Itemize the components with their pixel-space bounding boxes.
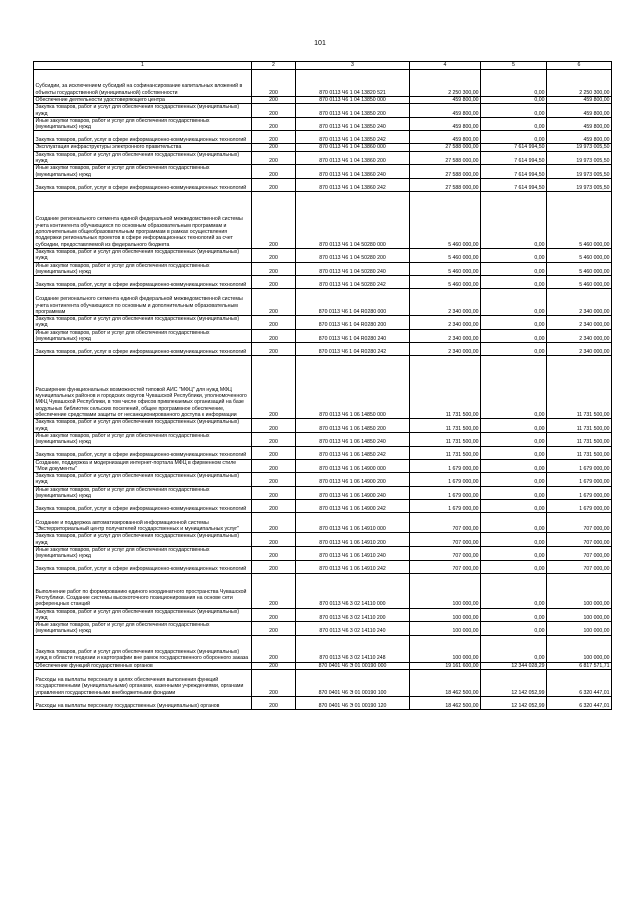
row-classification-cell: 870 0113 Ч6 1 06 14900 200: [296, 473, 410, 487]
row-code-cell: 200: [252, 546, 296, 560]
row-approved-cell: 1 679 000,00: [410, 459, 481, 473]
row-approved-cell: 1 679 000,00: [410, 500, 481, 513]
row-approved-cell: 2 340 000,00: [410, 316, 481, 330]
row-classification-cell: 870 0113 Ч6 1 04 13860 240: [296, 165, 410, 179]
row-approved-cell: 18 462 500,00: [410, 696, 481, 709]
table-row: [34, 131, 612, 144]
row-approved-cell: 707 000,00: [410, 533, 481, 547]
row-executed-cell: 0,00: [481, 97, 547, 104]
row-name-cell: Закупка товаров, работ и услуг для обеспечения государственных (муниципальных) нужд: [34, 316, 252, 330]
header-row: [34, 62, 612, 70]
row-code-cell: 200: [252, 560, 296, 573]
row-approved-cell: 27 588 000,00: [410, 151, 481, 165]
row-approved-cell: 707 000,00: [410, 560, 481, 573]
row-approved-cell: 18 462 500,00: [410, 669, 481, 696]
row-approved-cell: 100 000,00: [410, 635, 481, 662]
row-code-cell: 200: [252, 248, 296, 262]
row-executed-cell: 0,00: [481, 131, 547, 144]
row-name-cell: Закупка товаров, работ, услуг в сфере информационно-коммуникационных технологий: [34, 560, 252, 573]
row-name-cell: Обеспечение функций государственных органов: [34, 662, 252, 669]
row-remainder-cell: 2 340 000,00: [547, 329, 612, 343]
row-executed-cell: 0,00: [481, 70, 547, 97]
row-name-cell: Закупка товаров, работ и услуг для обеспечения государственных (муниципальных) нужд: [34, 419, 252, 433]
row-approved-cell: 2 340 000,00: [410, 329, 481, 343]
row-code-cell: 200: [252, 356, 296, 419]
row-code-cell: 200: [252, 191, 296, 248]
row-remainder-cell: 2 340 000,00: [547, 289, 612, 316]
row-remainder-cell: 1 679 000,00: [547, 459, 612, 473]
row-executed-cell: 0,00: [481, 248, 547, 262]
row-executed-cell: 0,00: [481, 104, 547, 118]
row-code-cell: 200: [252, 459, 296, 473]
row-remainder-cell: 1 679 000,00: [547, 500, 612, 513]
table-row: [34, 356, 612, 419]
row-executed-cell: 12 344 028,29: [481, 662, 547, 669]
row-approved-cell: 11 731 500,00: [410, 432, 481, 446]
row-code-cell: 200: [252, 343, 296, 356]
row-name-cell: Субсидии, за исключением субсидий на софинансирование капитальных вложений в объекты государственной (муниципальной) собственности: [34, 70, 252, 97]
table-row: [34, 486, 612, 500]
column-header: 2: [252, 62, 296, 70]
row-approved-cell: 5 460 000,00: [410, 191, 481, 248]
row-remainder-cell: 5 460 000,00: [547, 248, 612, 262]
table-row: [34, 262, 612, 276]
row-name-cell: Закупка товаров, работ и услуг для обеспечения государственных (муниципальных) нужд: [34, 473, 252, 487]
table-row: [34, 97, 612, 104]
row-code-cell: 200: [252, 419, 296, 433]
row-executed-cell: 0,00: [481, 486, 547, 500]
row-code-cell: 200: [252, 329, 296, 343]
row-code-cell: 200: [252, 500, 296, 513]
row-classification-cell: 870 0401 Ч6 Э 01 00190 120: [296, 696, 410, 709]
row-classification-cell: 870 0113 Ч6 1 06 14850 000: [296, 356, 410, 419]
budget-table: [33, 61, 612, 710]
row-name-cell: Закупка товаров, работ и услуг для обеспечения государственных (муниципальных) нужд: [34, 151, 252, 165]
table-row: [34, 500, 612, 513]
row-code-cell: 200: [252, 608, 296, 622]
table-row: [34, 513, 612, 533]
row-remainder-cell: 707 000,00: [547, 560, 612, 573]
row-code-cell: 200: [252, 131, 296, 144]
row-classification-cell: 870 0401 Ч6 Э 01 00190 000: [296, 662, 410, 669]
row-classification-cell: 870 0113 Ч6 1 04 13860 200: [296, 151, 410, 165]
row-remainder-cell: 1 679 000,00: [547, 473, 612, 487]
row-remainder-cell: 6 320 447,01: [547, 696, 612, 709]
row-code-cell: 200: [252, 622, 296, 636]
row-classification-cell: 870 0113 Ч6 1 04 13850 200: [296, 104, 410, 118]
row-approved-cell: 5 460 000,00: [410, 276, 481, 289]
row-approved-cell: 1 679 000,00: [410, 473, 481, 487]
row-remainder-cell: 11 731 500,00: [547, 446, 612, 459]
table-row: [34, 316, 612, 330]
row-approved-cell: 2 340 000,00: [410, 289, 481, 316]
table-row: [34, 546, 612, 560]
row-executed-cell: 0,00: [481, 560, 547, 573]
row-remainder-cell: 459 800,00: [547, 104, 612, 118]
table-row: [34, 329, 612, 343]
row-code-cell: 200: [252, 70, 296, 97]
row-remainder-cell: 2 340 000,00: [547, 316, 612, 330]
row-executed-cell: 7 614 994,50: [481, 178, 547, 191]
row-approved-cell: 27 588 000,00: [410, 178, 481, 191]
table-row: [34, 459, 612, 473]
row-classification-cell: 870 0113 Ч6 1 04 50280 000: [296, 191, 410, 248]
row-remainder-cell: 459 800,00: [547, 97, 612, 104]
table-row: [34, 669, 612, 696]
row-remainder-cell: 100 000,00: [547, 608, 612, 622]
row-approved-cell: 5 460 000,00: [410, 262, 481, 276]
row-code-cell: 200: [252, 662, 296, 669]
row-executed-cell: 0,00: [481, 343, 547, 356]
row-code-cell: 200: [252, 446, 296, 459]
row-code-cell: 200: [252, 573, 296, 608]
row-executed-cell: 7 614 994,50: [481, 144, 547, 151]
row-name-cell: Иные закупки товаров, работ и услуг для обеспечения государственных (муниципальных) нужд: [34, 546, 252, 560]
row-approved-cell: 27 588 000,00: [410, 144, 481, 151]
row-executed-cell: 0,00: [481, 191, 547, 248]
row-name-cell: Расходы на выплаты персоналу государственных (муниципальных) органов: [34, 696, 252, 709]
row-classification-cell: 870 0113 Ч6 1 06 14900 000: [296, 459, 410, 473]
row-executed-cell: 0,00: [481, 289, 547, 316]
row-executed-cell: 0,00: [481, 117, 547, 131]
row-code-cell: 200: [252, 513, 296, 533]
row-name-cell: Создание и поддержка автоматизированной информационной системы "Экстерриториальный центр получателей государственных и муниципальных услуг": [34, 513, 252, 533]
row-executed-cell: 0,00: [481, 500, 547, 513]
row-name-cell: Расходы на выплаты персоналу в целях обеспечения выполнения функций государственными (муниципальными) органами, казенными учреждениями, органами управления государственными внебюджетными фондами: [34, 669, 252, 696]
row-approved-cell: 459 800,00: [410, 117, 481, 131]
row-classification-cell: 870 0113 Ч6 1 06 14850 200: [296, 419, 410, 433]
row-executed-cell: 0,00: [481, 276, 547, 289]
row-name-cell: Создание регионального сегмента единой федеральной межведомственной системы учета контингента обучающихся по основным и дополнительным образовательным программам: [34, 289, 252, 316]
table-row: [34, 622, 612, 636]
row-remainder-cell: 100 000,00: [547, 635, 612, 662]
row-classification-cell: 870 0113 Ч6 3 02 14110 200: [296, 608, 410, 622]
row-executed-cell: 0,00: [481, 513, 547, 533]
row-approved-cell: 11 731 500,00: [410, 356, 481, 419]
table-row: [34, 662, 612, 669]
row-remainder-cell: 1 679 000,00: [547, 486, 612, 500]
row-code-cell: 200: [252, 97, 296, 104]
row-name-cell: Создание, поддержка и модернизация интернет-портала МФЦ в фирменном стиле "Мои документы": [34, 459, 252, 473]
row-remainder-cell: 6 817 571,71: [547, 662, 612, 669]
row-executed-cell: 0,00: [481, 608, 547, 622]
row-name-cell: Закупка товаров, работ, услуг в сфере информационно-коммуникационных технологий: [34, 500, 252, 513]
row-approved-cell: 2 340 000,00: [410, 343, 481, 356]
row-name-cell: Расширение функциональных возможностей типовой АИС "МФЦ" для нужд МФЦ муниципальных районов и городских округов Чувашской Республики, уполномоченного МФЦ Чувашской Республики, в том числе офисов привлекаемых организаций на базе модульных библиотек сельских поселений, общее программное обеспечение, обеспечение средствами защиты от несанкционированного доступа к информации: [34, 356, 252, 419]
table-row: [34, 635, 612, 662]
row-code-cell: 200: [252, 289, 296, 316]
row-code-cell: 200: [252, 178, 296, 191]
table-row: [34, 573, 612, 608]
row-classification-cell: 870 0113 Ч6 1 06 14850 240: [296, 432, 410, 446]
row-approved-cell: 1 679 000,00: [410, 486, 481, 500]
row-classification-cell: 870 0113 Ч6 1 04 13860 242: [296, 178, 410, 191]
row-remainder-cell: 6 320 447,01: [547, 669, 612, 696]
row-executed-cell: 0,00: [481, 432, 547, 446]
row-classification-cell: 870 0113 Ч6 1 04 R0280 000: [296, 289, 410, 316]
row-remainder-cell: 459 800,00: [547, 131, 612, 144]
row-approved-cell: 27 588 000,00: [410, 165, 481, 179]
row-code-cell: 200: [252, 151, 296, 165]
row-executed-cell: 0,00: [481, 356, 547, 419]
row-code-cell: 200: [252, 432, 296, 446]
row-name-cell: Закупка товаров, работ, услуг в сфере информационно-коммуникационных технологий: [34, 131, 252, 144]
row-name-cell: Закупка товаров, работ, услуг в сфере информационно-коммуникационных технологий: [34, 343, 252, 356]
row-classification-cell: 870 0113 Ч6 1 04 13850 000: [296, 97, 410, 104]
row-executed-cell: 12 142 052,99: [481, 696, 547, 709]
row-remainder-cell: 5 460 000,00: [547, 191, 612, 248]
row-remainder-cell: 11 731 500,00: [547, 356, 612, 419]
table-row: [34, 104, 612, 118]
row-approved-cell: 2 250 300,00: [410, 70, 481, 97]
page-number: 101: [314, 40, 326, 47]
row-name-cell: Создание регионального сегмента единой федеральной межведомственной системы учета контингента обучающихся по основным образовательным программам и дополнительным общеобразовательным программам в рамках осуществления поддержки региональных проектов в сфере информационных технологий за счет субсидии, предоставляемой из федерального бюджета: [34, 191, 252, 248]
row-code-cell: 200: [252, 635, 296, 662]
table-row: [34, 178, 612, 191]
row-code-cell: 200: [252, 669, 296, 696]
row-name-cell: Иные закупки товаров, работ и услуг для обеспечения государственных (муниципальных) нужд: [34, 622, 252, 636]
row-approved-cell: 19 161 600,00: [410, 662, 481, 669]
row-name-cell: Иные закупки товаров, работ и услуг для обеспечения государственных (муниципальных) нужд: [34, 329, 252, 343]
table-row: [34, 419, 612, 433]
row-classification-cell: 870 0113 Ч6 1 04 R0280 242: [296, 343, 410, 356]
row-name-cell: Иные закупки товаров, работ и услуг для обеспечения государственных (муниципальных) нужд: [34, 262, 252, 276]
row-remainder-cell: 19 973 005,50: [547, 151, 612, 165]
row-classification-cell: 870 0113 Ч6 1 04 13820 521: [296, 70, 410, 97]
table-row: [34, 117, 612, 131]
row-classification-cell: 870 0113 Ч6 1 06 14910 200: [296, 533, 410, 547]
row-executed-cell: 0,00: [481, 329, 547, 343]
row-classification-cell: 870 0113 Ч6 1 06 14910 240: [296, 546, 410, 560]
row-classification-cell: 870 0113 Ч6 1 04 13850 242: [296, 131, 410, 144]
row-classification-cell: 870 0113 Ч6 1 06 14900 240: [296, 486, 410, 500]
row-executed-cell: 0,00: [481, 459, 547, 473]
row-approved-cell: 100 000,00: [410, 573, 481, 608]
row-classification-cell: 870 0113 Ч6 1 04 50280 240: [296, 262, 410, 276]
row-classification-cell: 870 0113 Ч6 1 04 R0280 240: [296, 329, 410, 343]
row-remainder-cell: 11 731 500,00: [547, 419, 612, 433]
row-code-cell: 200: [252, 165, 296, 179]
row-remainder-cell: 19 973 005,50: [547, 178, 612, 191]
row-name-cell: Эксплуатация инфраструктуры электронного правительства: [34, 144, 252, 151]
row-approved-cell: 459 800,00: [410, 104, 481, 118]
row-remainder-cell: 707 000,00: [547, 513, 612, 533]
table-row: [34, 560, 612, 573]
row-approved-cell: 100 000,00: [410, 622, 481, 636]
table-row: [34, 289, 612, 316]
table-row: [34, 191, 612, 248]
table-row: [34, 432, 612, 446]
row-executed-cell: 0,00: [481, 533, 547, 547]
row-classification-cell: 870 0113 Ч6 1 04 13850 240: [296, 117, 410, 131]
row-remainder-cell: 459 800,00: [547, 117, 612, 131]
table-row: [34, 696, 612, 709]
row-approved-cell: 5 460 000,00: [410, 248, 481, 262]
row-executed-cell: 0,00: [481, 473, 547, 487]
row-classification-cell: 870 0113 Ч6 1 04 13860 000: [296, 144, 410, 151]
row-executed-cell: 0,00: [481, 446, 547, 459]
row-remainder-cell: 19 973 005,50: [547, 144, 612, 151]
row-code-cell: 200: [252, 104, 296, 118]
row-code-cell: 200: [252, 473, 296, 487]
row-name-cell: Закупка товаров, работ, услуг в сфере информационно-коммуникационных технологий: [34, 276, 252, 289]
column-header: 3: [296, 62, 410, 70]
row-code-cell: 200: [252, 316, 296, 330]
row-remainder-cell: 2 250 300,00: [547, 70, 612, 97]
table-row: [34, 165, 612, 179]
row-name-cell: Закупка товаров, работ и услуг для обеспечения государственных (муниципальных) нужд: [34, 248, 252, 262]
row-executed-cell: 0,00: [481, 573, 547, 608]
row-name-cell: Обеспечение деятельности удостоверяющего центра: [34, 97, 252, 104]
row-classification-cell: 870 0113 Ч6 1 06 14910 000: [296, 513, 410, 533]
row-name-cell: Иные закупки товаров, работ и услуг для обеспечения государственных (муниципальных) нужд: [34, 117, 252, 131]
row-approved-cell: 459 800,00: [410, 131, 481, 144]
row-executed-cell: 7 614 994,50: [481, 165, 547, 179]
row-remainder-cell: 5 460 000,00: [547, 276, 612, 289]
table-row: [34, 446, 612, 459]
row-remainder-cell: 100 000,00: [547, 622, 612, 636]
row-classification-cell: 870 0113 Ч6 3 02 14110 248: [296, 635, 410, 662]
row-remainder-cell: 707 000,00: [547, 546, 612, 560]
row-classification-cell: 870 0113 Ч6 1 06 14910 242: [296, 560, 410, 573]
row-approved-cell: 459 800,00: [410, 97, 481, 104]
row-name-cell: Закупка товаров, работ и услуг для обеспечения государственных (муниципальных) нужд: [34, 533, 252, 547]
row-executed-cell: 0,00: [481, 419, 547, 433]
table-row: [34, 343, 612, 356]
row-approved-cell: 707 000,00: [410, 513, 481, 533]
row-executed-cell: 0,00: [481, 546, 547, 560]
column-header: 1: [34, 62, 252, 70]
row-code-cell: 200: [252, 533, 296, 547]
row-name-cell: Закупка товаров, работ, услуг в сфере информационно-коммуникационных технологий: [34, 446, 252, 459]
row-executed-cell: 0,00: [481, 635, 547, 662]
table-row: [34, 70, 612, 97]
row-name-cell: Закупка товаров, работ и услуг для обеспечения государственных (муниципальных) нужд: [34, 104, 252, 118]
column-header: 4: [410, 62, 481, 70]
row-executed-cell: 7 614 994,50: [481, 151, 547, 165]
row-remainder-cell: 2 340 000,00: [547, 343, 612, 356]
column-header: 5: [481, 62, 547, 70]
table-row: [34, 144, 612, 151]
row-code-cell: 200: [252, 144, 296, 151]
table-row: [34, 248, 612, 262]
row-classification-cell: 870 0113 Ч6 3 02 14110 000: [296, 573, 410, 608]
row-classification-cell: 870 0113 Ч6 1 06 14900 242: [296, 500, 410, 513]
row-approved-cell: 11 731 500,00: [410, 446, 481, 459]
row-executed-cell: 0,00: [481, 262, 547, 276]
row-name-cell: Выполнение работ по формированию единого координатного пространства Чувашской Республики. Создание системы высокоточного позиционирования на основе сети референцных станций: [34, 573, 252, 608]
row-classification-cell: 870 0113 Ч6 1 06 14850 242: [296, 446, 410, 459]
row-code-cell: 200: [252, 276, 296, 289]
row-name-cell: Иные закупки товаров, работ и услуг для обеспечения государственных (муниципальных) нужд: [34, 432, 252, 446]
row-classification-cell: 870 0113 Ч6 1 04 50280 200: [296, 248, 410, 262]
table-row: [34, 151, 612, 165]
row-remainder-cell: 100 000,00: [547, 573, 612, 608]
row-classification-cell: 870 0113 Ч6 1 04 R0280 200: [296, 316, 410, 330]
row-executed-cell: 0,00: [481, 316, 547, 330]
row-code-cell: 200: [252, 117, 296, 131]
row-classification-cell: 870 0113 Ч6 1 04 50280 242: [296, 276, 410, 289]
table-row: [34, 276, 612, 289]
row-classification-cell: 870 0113 Ч6 3 02 14110 240: [296, 622, 410, 636]
row-remainder-cell: 707 000,00: [547, 533, 612, 547]
row-approved-cell: 100 000,00: [410, 608, 481, 622]
row-code-cell: 200: [252, 486, 296, 500]
row-remainder-cell: 5 460 000,00: [547, 262, 612, 276]
row-code-cell: 200: [252, 696, 296, 709]
row-approved-cell: 707 000,00: [410, 546, 481, 560]
row-remainder-cell: 19 973 005,50: [547, 165, 612, 179]
table-row: [34, 473, 612, 487]
row-name-cell: Закупка товаров, работ и услуг для обеспечения государственных (муниципальных) нужд в области геодезии и картографии вне рамок государственного оборонного заказа: [34, 635, 252, 662]
row-approved-cell: 11 731 500,00: [410, 419, 481, 433]
row-name-cell: Иные закупки товаров, работ и услуг для обеспечения государственных (муниципальных) нужд: [34, 165, 252, 179]
row-executed-cell: 0,00: [481, 622, 547, 636]
row-name-cell: Иные закупки товаров, работ и услуг для обеспечения государственных (муниципальных) нужд: [34, 486, 252, 500]
row-name-cell: Закупка товаров, работ, услуг в сфере информационно-коммуникационных технологий: [34, 178, 252, 191]
table-row: [34, 533, 612, 547]
row-code-cell: 200: [252, 262, 296, 276]
row-name-cell: Закупка товаров, работ и услуг для обеспечения государственных (муниципальных) нужд: [34, 608, 252, 622]
column-header: 6: [547, 62, 612, 70]
row-remainder-cell: 11 731 500,00: [547, 432, 612, 446]
row-classification-cell: 870 0401 Ч6 Э 01 00190 100: [296, 669, 410, 696]
row-executed-cell: 12 142 052,99: [481, 669, 547, 696]
table-row: [34, 608, 612, 622]
